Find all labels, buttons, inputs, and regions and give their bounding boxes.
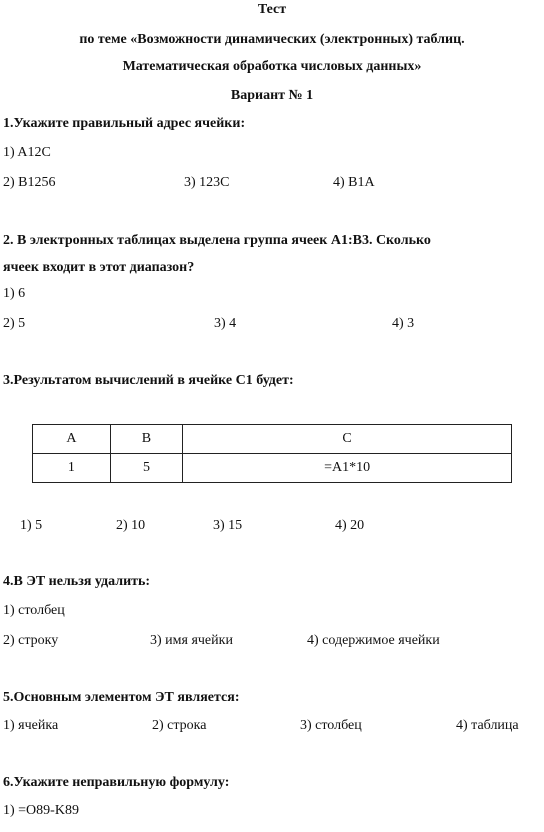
question-3-option-4: 4) 20 <box>335 518 365 533</box>
column-header-a: A <box>33 425 111 454</box>
spreadsheet-table <box>32 424 512 483</box>
question-6-text: 6.Укажите неправильную формулу: <box>3 775 230 790</box>
question-1-text: 1.Укажите правильный адрес ячейки: <box>3 116 246 131</box>
question-2-option-1: 1) 6 <box>3 286 26 301</box>
question-5-option-3: 3) столбец <box>300 718 362 733</box>
table-header-row <box>33 425 512 454</box>
cell-a1: 1 <box>33 454 111 483</box>
test-title: Тест <box>257 2 287 17</box>
cell-b1: 5 <box>110 454 182 483</box>
question-4-option-2: 2) строку <box>3 633 59 648</box>
question-1-option-4: 4) B1A <box>333 175 375 190</box>
question-1-option-2: 2) B1256 <box>3 175 56 190</box>
column-header-c: C <box>183 425 512 454</box>
question-2-text-line-2: ячеек входит в этот диапазон? <box>3 260 195 275</box>
variant-label: Вариант № 1 <box>230 88 314 103</box>
question-2-option-2: 2) 5 <box>3 316 26 331</box>
question-4-text: 4.В ЭТ нельзя удалить: <box>3 574 151 589</box>
question-3-option-1: 1) 5 <box>20 518 43 533</box>
table-row <box>33 454 512 483</box>
question-2-option-3: 3) 4 <box>214 316 237 331</box>
cell-c1: =A1*10 <box>183 454 512 483</box>
question-2-text-line-1: 2. В электронных таблицах выделена группа ячеек А1:В3. Сколько <box>3 233 431 248</box>
question-1-option-1: 1) A12C <box>3 145 51 160</box>
question-3-option-3: 3) 15 <box>213 518 243 533</box>
question-5-option-4: 4) таблица <box>456 718 519 733</box>
question-4-option-3: 3) имя ячейки <box>150 633 233 648</box>
question-4-option-1: 1) столбец <box>3 603 65 618</box>
topic-line-2: Математическая обработка числовых данных» <box>122 59 422 74</box>
question-5-option-2: 2) строка <box>152 718 207 733</box>
question-3-option-2: 2) 10 <box>116 518 146 533</box>
question-1-option-3: 3) 123C <box>184 175 230 190</box>
question-2-option-4: 4) 3 <box>392 316 415 331</box>
question-4-option-4: 4) содержимое ячейки <box>307 633 440 648</box>
question-5-option-1: 1) ячейка <box>3 718 59 733</box>
question-5-text: 5.Основным элементом ЭТ является: <box>3 690 240 705</box>
topic-line-1: по теме «Возможности динамических (электронных) таблиц. <box>79 32 465 47</box>
column-header-b: B <box>110 425 182 454</box>
question-6-option-1: 1) =O89-K89 <box>3 803 79 818</box>
question-3-text: 3.Результатом вычислений в ячейке С1 будет: <box>3 373 294 388</box>
